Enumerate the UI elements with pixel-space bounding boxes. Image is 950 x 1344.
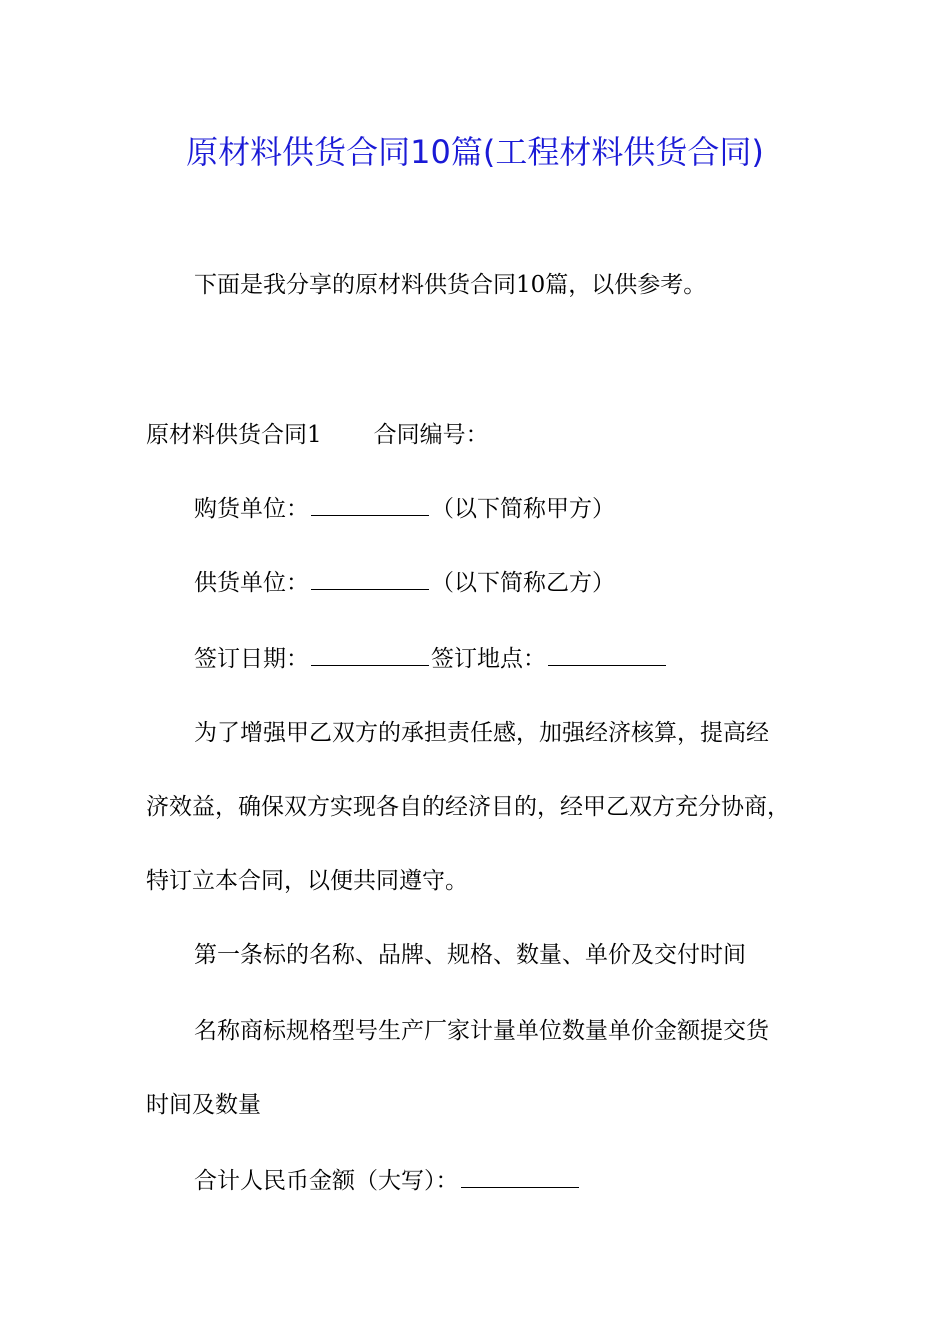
sign-place-label: 签订地点： bbox=[431, 646, 546, 672]
buyer-line bbox=[194, 492, 615, 526]
contract-number-label: 合同编号： bbox=[373, 422, 489, 448]
seller-label: 供货单位： bbox=[194, 570, 309, 596]
total-blank-field bbox=[461, 1165, 579, 1188]
paragraph-line-2: 济效益，确保双方实现各自的经济目的，经甲乙双方充分协商， bbox=[146, 794, 790, 820]
contract-heading-line bbox=[146, 418, 489, 452]
sign-place-blank-field bbox=[548, 643, 666, 666]
total-label: 合计人民币金额（大写）： bbox=[194, 1168, 459, 1194]
seller-line bbox=[194, 566, 615, 600]
columns-line-2: 时间及数量 bbox=[146, 1092, 261, 1118]
buyer-blank-field bbox=[311, 493, 429, 516]
buyer-suffix: （以下简称甲方） bbox=[431, 496, 615, 522]
paragraph-line-1: 为了增强甲乙双方的承担责任感，加强经济核算，提高经 bbox=[194, 720, 769, 746]
buyer-label: 购货单位： bbox=[194, 496, 309, 522]
sign-date-blank-field bbox=[311, 643, 429, 666]
intro-text: 下面是我分享的原材料供货合同10篇，以供参考。 bbox=[194, 272, 707, 298]
seller-suffix: （以下简称乙方） bbox=[431, 570, 615, 596]
contract-heading: 原材料供货合同1 bbox=[146, 422, 322, 448]
sign-date-label: 签订日期： bbox=[194, 646, 309, 672]
document-title: 原材料供货合同10篇(工程材料供货合同) bbox=[186, 133, 764, 171]
article-1-heading: 第一条标的名称、品牌、规格、数量、单价及交付时间 bbox=[194, 942, 746, 968]
paragraph-line-3: 特订立本合同，以便共同遵守。 bbox=[146, 868, 468, 894]
columns-line-1: 名称商标规格型号生产厂家计量单位数量单价金额提交货 bbox=[194, 1018, 769, 1044]
sign-line bbox=[194, 642, 668, 676]
total-line bbox=[194, 1164, 581, 1198]
seller-blank-field bbox=[311, 567, 429, 590]
